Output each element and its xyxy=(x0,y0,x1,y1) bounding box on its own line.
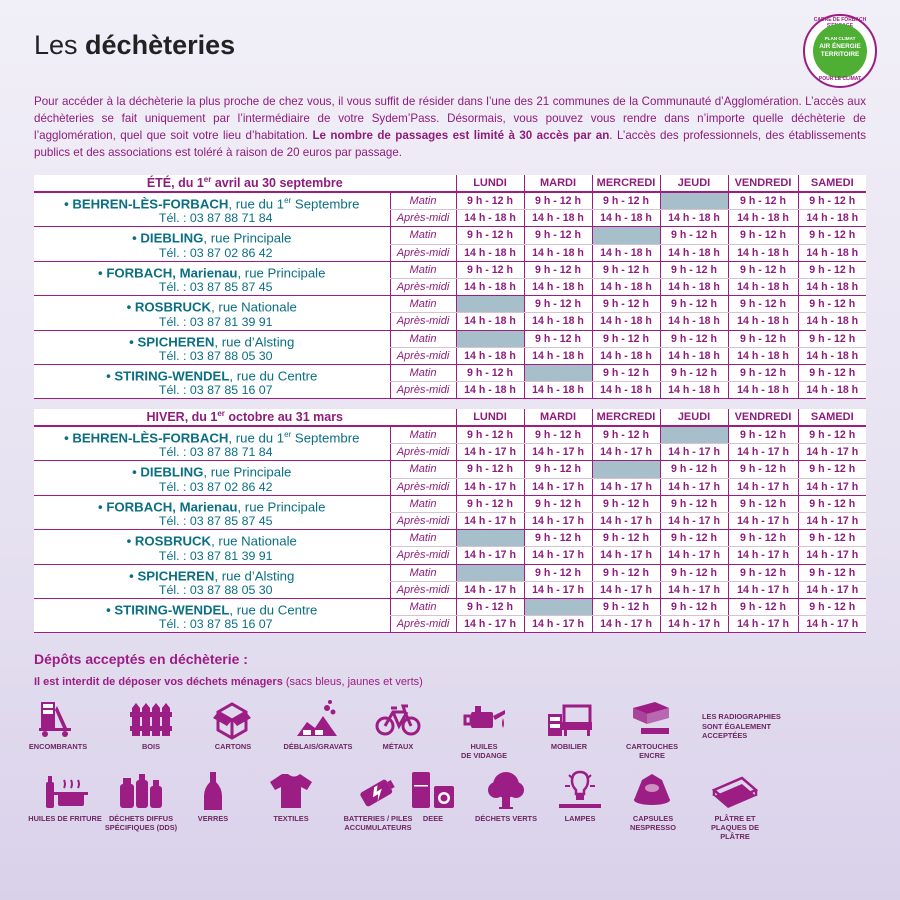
hours-cell: 14 h - 17 h xyxy=(798,547,866,564)
closed-cell xyxy=(456,564,524,581)
hours-cell: 9 h - 12 h xyxy=(798,495,866,512)
hours-cell: 14 h - 17 h xyxy=(524,512,592,529)
hours-cell: 9 h - 12 h xyxy=(728,495,798,512)
hours-cell: 14 h - 17 h xyxy=(660,547,728,564)
depot-label: HUILES DE FRITURE xyxy=(28,814,102,823)
hours-cell: 9 h - 12 h xyxy=(798,192,866,210)
hours-cell: 14 h - 17 h xyxy=(798,616,866,633)
hours-cell: 14 h - 17 h xyxy=(592,478,660,495)
hours-cell: 14 h - 18 h xyxy=(592,382,660,399)
hours-cell: 9 h - 12 h xyxy=(524,564,592,581)
hours-cell: 14 h - 17 h xyxy=(798,444,866,461)
period-label: Matin xyxy=(390,598,456,615)
hours-cell: 9 h - 12 h xyxy=(592,296,660,313)
hours-cell: 14 h - 17 h xyxy=(798,581,866,598)
hours-cell: 9 h - 12 h xyxy=(524,330,592,347)
schedule-row xyxy=(34,461,866,478)
hours-cell: 14 h - 17 h xyxy=(660,478,728,495)
page-title: Les déchèteries xyxy=(34,30,236,60)
depot-item xyxy=(178,770,248,823)
depot-label: DÉBLAIS/GRAVATS xyxy=(283,742,353,751)
period-label: Matin xyxy=(390,330,456,347)
hours-cell: 14 h - 18 h xyxy=(592,244,660,261)
depot-label: HUILES DE VIDANGE xyxy=(461,742,507,760)
box-icon xyxy=(210,698,256,740)
hours-cell: 14 h - 18 h xyxy=(660,382,728,399)
fence-icon xyxy=(128,698,174,740)
fryer-oil-icon xyxy=(42,770,88,812)
hours-cell: 9 h - 12 h xyxy=(660,461,728,478)
depot-item xyxy=(398,770,468,823)
period-label: Après-midi xyxy=(390,616,456,633)
hours-cell: 14 h - 17 h xyxy=(660,444,728,461)
hours-cell: 9 h - 12 h xyxy=(592,330,660,347)
site-info: • DIEBLING, rue Principale Tél. : 03 87 02 86 42 xyxy=(34,461,390,495)
hours-cell: 9 h - 12 h xyxy=(798,426,866,444)
rubble-icon xyxy=(295,698,341,740)
site-info: • FORBACH, Marienau, rue Principale Tél. : 03 87 85 87 45 xyxy=(34,261,390,295)
schedule-row xyxy=(34,227,866,244)
period-label: Matin xyxy=(390,426,456,444)
hours-cell: 14 h - 17 h xyxy=(524,478,592,495)
closed-cell xyxy=(592,227,660,244)
hours-cell: 14 h - 17 h xyxy=(524,444,592,461)
hours-cell: 14 h - 18 h xyxy=(456,313,524,330)
schedule-row xyxy=(34,192,866,210)
schedule-row xyxy=(34,364,866,381)
season-header: HIVER, du 1er octobre au 31 mars xyxy=(34,409,456,426)
hours-cell: 9 h - 12 h xyxy=(456,461,524,478)
hours-cell: 14 h - 17 h xyxy=(728,616,798,633)
hours-cell: 9 h - 12 h xyxy=(728,192,798,210)
hours-cell: 9 h - 12 h xyxy=(798,364,866,381)
hours-cell: 14 h - 17 h xyxy=(728,478,798,495)
hours-cell: 14 h - 17 h xyxy=(728,547,798,564)
depot-label: DÉCHETS VERTS xyxy=(474,814,537,823)
hours-cell: 9 h - 12 h xyxy=(660,530,728,547)
depot-label: MÉTAUX xyxy=(382,742,414,751)
hours-cell: 14 h - 18 h xyxy=(798,313,866,330)
depot-label: CARTOUCHES ENCRE xyxy=(625,742,678,760)
battery-icon xyxy=(355,770,401,812)
hours-cell: 9 h - 12 h xyxy=(456,426,524,444)
hours-cell: 14 h - 18 h xyxy=(728,244,798,261)
day-header-jeudi: JEUDI xyxy=(660,175,728,192)
hours-cell: 14 h - 17 h xyxy=(798,478,866,495)
site-info: • SPICHEREN, rue d’Alsting Tél. : 03 87 88 05 30 xyxy=(34,330,390,364)
depot-label: TEXTILES xyxy=(273,814,309,823)
hours-cell: 9 h - 12 h xyxy=(728,564,798,581)
hours-cell: 9 h - 12 h xyxy=(660,330,728,347)
hours-cell: 9 h - 12 h xyxy=(728,426,798,444)
depot-label: CARTONS xyxy=(214,742,252,751)
lamp-icon xyxy=(557,770,603,812)
ink-cartridge-icon xyxy=(629,698,675,740)
period-label: Matin xyxy=(390,461,456,478)
site-info: • FORBACH, Marienau, rue Principale Tél. : 03 87 85 87 45 xyxy=(34,495,390,529)
site-info: • STIRING-WENDEL, rue du Centre Tél. : 03 87 85 16 07 xyxy=(34,364,390,398)
schedule-row xyxy=(34,530,866,547)
hours-cell: 14 h - 18 h xyxy=(660,210,728,227)
hours-cell: 9 h - 12 h xyxy=(524,261,592,278)
hours-cell: 9 h - 12 h xyxy=(728,227,798,244)
period-label: Après-midi xyxy=(390,581,456,598)
depot-item xyxy=(116,698,186,751)
site-info: • STIRING-WENDEL, rue du Centre Tél. : 03 87 85 16 07 xyxy=(34,598,390,632)
depot-item xyxy=(534,698,604,751)
hours-cell: 9 h - 12 h xyxy=(456,227,524,244)
hours-cell: 9 h - 12 h xyxy=(456,261,524,278)
bed-drawer-icon xyxy=(546,698,592,740)
hours-cell: 14 h - 18 h xyxy=(524,382,592,399)
depot-item xyxy=(471,770,541,823)
hours-cell: 14 h - 18 h xyxy=(798,382,866,399)
hours-cell: 9 h - 12 h xyxy=(660,227,728,244)
hours-cell: 14 h - 18 h xyxy=(456,347,524,364)
period-label: Après-midi xyxy=(390,347,456,364)
depot-label: LAMPES xyxy=(564,814,596,823)
closed-cell xyxy=(456,330,524,347)
day-header-samedi: SAMEDI xyxy=(798,175,866,192)
hours-cell: 14 h - 18 h xyxy=(798,278,866,295)
hours-cell: 14 h - 17 h xyxy=(728,581,798,598)
depot-item xyxy=(198,698,268,751)
hours-cell: 9 h - 12 h xyxy=(456,192,524,210)
day-header-samedi: SAMEDI xyxy=(798,409,866,426)
hours-cell: 14 h - 17 h xyxy=(728,512,798,529)
hours-cell: 14 h - 17 h xyxy=(798,512,866,529)
hours-cell: 9 h - 12 h xyxy=(728,364,798,381)
hours-cell: 9 h - 12 h xyxy=(798,530,866,547)
closed-cell xyxy=(592,461,660,478)
hours-cell: 9 h - 12 h xyxy=(592,564,660,581)
hours-cell: 9 h - 12 h xyxy=(592,598,660,615)
period-label: Matin xyxy=(390,495,456,512)
hours-cell: 9 h - 12 h xyxy=(798,598,866,615)
depot-item xyxy=(449,698,519,760)
hours-cell: 9 h - 12 h xyxy=(592,530,660,547)
hours-cell: 9 h - 12 h xyxy=(660,364,728,381)
site-info: • DIEBLING, rue Principale Tél. : 03 87 02 86 42 xyxy=(34,227,390,261)
glass-bottle-icon xyxy=(190,770,236,812)
hours-cell: 9 h - 12 h xyxy=(456,598,524,615)
appliances-icon xyxy=(410,770,456,812)
hours-cell: 9 h - 12 h xyxy=(728,598,798,615)
hours-cell: 14 h - 18 h xyxy=(592,210,660,227)
period-label: Après-midi xyxy=(390,547,456,564)
hours-cell: 9 h - 12 h xyxy=(798,564,866,581)
hours-cell: 14 h - 18 h xyxy=(660,347,728,364)
depot-label: CAPSULES NESPRESSO xyxy=(629,814,676,832)
hours-cell: 14 h - 18 h xyxy=(728,278,798,295)
site-info: • ROSBRUCK, rue Nationale Tél. : 03 87 81 39 91 xyxy=(34,530,390,564)
day-header-lundi: LUNDI xyxy=(456,175,524,192)
closed-cell xyxy=(524,598,592,615)
hours-cell: 14 h - 17 h xyxy=(456,547,524,564)
hours-cell: 9 h - 12 h xyxy=(798,461,866,478)
hours-cell: 9 h - 12 h xyxy=(798,261,866,278)
hours-cell: 14 h - 17 h xyxy=(660,581,728,598)
hours-cell: 14 h - 17 h xyxy=(592,581,660,598)
site-info: • BEHREN-LÈS-FORBACH, rue du 1er Septembre Tél. : 03 87 88 71 84 xyxy=(34,426,390,461)
hours-cell: 9 h - 12 h xyxy=(592,261,660,278)
site-info: • ROSBRUCK, rue Nationale Tél. : 03 87 81 39 91 xyxy=(34,296,390,330)
depot-label: DÉCHETS DIFFUS SPÉCIFIQUES (DDS) xyxy=(104,814,178,832)
hours-cell: 14 h - 17 h xyxy=(592,547,660,564)
winter-schedule-table xyxy=(34,409,866,633)
hours-cell: 9 h - 12 h xyxy=(728,461,798,478)
day-header-lundi: LUNDI xyxy=(456,409,524,426)
hours-cell: 14 h - 18 h xyxy=(524,278,592,295)
depot-label: BOIS xyxy=(141,742,161,751)
hours-cell: 9 h - 12 h xyxy=(660,296,728,313)
tshirt-icon xyxy=(268,770,314,812)
tree-icon xyxy=(483,770,529,812)
depot-item xyxy=(23,770,107,823)
schedule-row xyxy=(34,426,866,444)
hours-cell: 14 h - 17 h xyxy=(456,478,524,495)
depot-label: ENCOMBRANTS xyxy=(28,742,88,751)
depot-label: BATTERIES / PILES ACCUMULATEURS xyxy=(343,814,413,832)
period-label: Matin xyxy=(390,364,456,381)
hours-cell: 14 h - 18 h xyxy=(798,347,866,364)
schedule-row xyxy=(34,564,866,581)
hours-cell: 9 h - 12 h xyxy=(592,495,660,512)
hours-cell: 9 h - 12 h xyxy=(592,192,660,210)
period-label: Matin xyxy=(390,296,456,313)
day-header-vendredi: VENDREDI xyxy=(728,409,798,426)
hours-cell: 9 h - 12 h xyxy=(524,495,592,512)
hours-cell: 14 h - 18 h xyxy=(524,347,592,364)
oil-can-icon xyxy=(461,698,507,740)
depot-item xyxy=(256,770,326,823)
closed-cell xyxy=(660,192,728,210)
depot-item xyxy=(617,698,687,760)
period-label: Après-midi xyxy=(390,313,456,330)
site-info: • SPICHEREN, rue d’Alsting Tél. : 03 87 88 05 30 xyxy=(34,564,390,598)
hours-cell: 14 h - 17 h xyxy=(456,581,524,598)
hours-cell: 14 h - 17 h xyxy=(456,512,524,529)
season-header: ÉTÉ, du 1er avril au 30 septembre xyxy=(34,175,456,192)
period-label: Après-midi xyxy=(390,210,456,227)
plaster-icon xyxy=(712,770,758,812)
period-label: Après-midi xyxy=(390,382,456,399)
hours-cell: 9 h - 12 h xyxy=(798,330,866,347)
schedule-row xyxy=(34,598,866,615)
hours-cell: 14 h - 18 h xyxy=(456,382,524,399)
closed-cell xyxy=(456,530,524,547)
depot-label: PLÂTRE ET PLAQUES DE PLÂTRE xyxy=(710,814,760,841)
depot-item xyxy=(101,770,181,832)
hours-cell: 9 h - 12 h xyxy=(660,495,728,512)
hours-cell: 14 h - 18 h xyxy=(524,313,592,330)
hours-cell: 9 h - 12 h xyxy=(592,364,660,381)
site-info: • BEHREN-LÈS-FORBACH, rue du 1er Septembre Tél. : 03 87 88 71 84 xyxy=(34,192,390,227)
hours-cell: 9 h - 12 h xyxy=(660,564,728,581)
hours-cell: 14 h - 17 h xyxy=(660,512,728,529)
plan-climat-logo: CADRE DE FORBACH PLAN CLIMAT AIR ÉNERGIE TERRITOIRE POUR LE CLIMAT xyxy=(803,14,877,88)
hours-cell: 14 h - 18 h xyxy=(728,313,798,330)
depot-label: DEEE xyxy=(422,814,444,823)
hours-cell: 9 h - 12 h xyxy=(456,364,524,381)
depot-item xyxy=(23,698,93,751)
chemical-bottles-icon xyxy=(118,770,164,812)
depot-item xyxy=(363,698,433,751)
hours-cell: 14 h - 17 h xyxy=(660,616,728,633)
hours-cell: 14 h - 18 h xyxy=(524,244,592,261)
forbidden-notice: Il est interdit de déposer vos déchets ménagers (sacs bleus, jaunes et verts) xyxy=(34,676,423,688)
depot-item xyxy=(618,770,688,832)
hours-cell: 9 h - 12 h xyxy=(524,227,592,244)
hours-cell: 14 h - 18 h xyxy=(456,210,524,227)
depot-label: MOBILIER xyxy=(550,742,588,751)
hours-cell: 9 h - 12 h xyxy=(798,296,866,313)
hours-cell: 14 h - 17 h xyxy=(592,512,660,529)
hours-cell: 9 h - 12 h xyxy=(592,426,660,444)
hours-cell: 14 h - 18 h xyxy=(798,244,866,261)
summer-schedule-table xyxy=(34,175,866,399)
hours-cell: 14 h - 18 h xyxy=(798,210,866,227)
day-header-jeudi: JEUDI xyxy=(660,409,728,426)
hours-cell: 14 h - 17 h xyxy=(524,547,592,564)
depot-label: VERRES xyxy=(197,814,229,823)
hours-cell: 14 h - 18 h xyxy=(456,278,524,295)
hours-cell: 14 h - 18 h xyxy=(728,210,798,227)
hours-cell: 9 h - 12 h xyxy=(524,461,592,478)
hours-cell: 9 h - 12 h xyxy=(660,261,728,278)
hours-cell: 14 h - 17 h xyxy=(524,581,592,598)
hours-cell: 9 h - 12 h xyxy=(524,530,592,547)
period-label: Après-midi xyxy=(390,444,456,461)
period-label: Matin xyxy=(390,192,456,210)
depot-item xyxy=(700,770,770,841)
hours-cell: 14 h - 17 h xyxy=(592,616,660,633)
hours-cell: 9 h - 12 h xyxy=(660,598,728,615)
capsule-icon xyxy=(630,770,676,812)
hours-cell: 14 h - 18 h xyxy=(660,278,728,295)
hours-cell: 9 h - 12 h xyxy=(728,330,798,347)
hours-cell: 14 h - 17 h xyxy=(456,616,524,633)
hours-cell: 9 h - 12 h xyxy=(524,192,592,210)
bicycle-icon xyxy=(375,698,421,740)
day-header-mercredi: MERCREDI xyxy=(592,175,660,192)
depots-title: Dépôts acceptés en déchèterie : xyxy=(34,651,248,667)
closed-cell xyxy=(524,364,592,381)
hours-cell: 9 h - 12 h xyxy=(524,296,592,313)
intro-paragraph: Pour accéder à la déchèterie la plus proche de chez vous, il vous suffit de résider dans l’une des 21 communes de la Communauté d’Agglomération. L’accès aux déchèteries se fait uniquement par l’intermédiaire de votre Sydem’Pass. Désormais, vous pouvez vous rendre dans n’importe quelle déchèterie de l’agglomération, quel que soit votre lieu d’habitation. Le nombre de passages est limité à 30 accès par an. L’accès des professionnels, des établissements publics et des associations est toléré à raison de 20 euros par passage. xyxy=(34,95,866,159)
day-header-mercredi: MERCREDI xyxy=(592,409,660,426)
day-header-vendredi: VENDREDI xyxy=(728,175,798,192)
closed-cell xyxy=(456,296,524,313)
day-header-mardi: MARDI xyxy=(524,175,592,192)
schedule-row xyxy=(34,261,866,278)
hours-cell: 14 h - 18 h xyxy=(728,347,798,364)
period-label: Après-midi xyxy=(390,512,456,529)
period-label: Matin xyxy=(390,530,456,547)
closed-cell xyxy=(660,426,728,444)
period-label: Matin xyxy=(390,227,456,244)
period-label: Matin xyxy=(390,564,456,581)
period-label: Matin xyxy=(390,261,456,278)
period-label: Après-midi xyxy=(390,478,456,495)
radiographs-note: LES RADIOGRAPHIES SONT ÉGALEMENT ACCEPTÉES xyxy=(702,712,781,740)
schedule-row xyxy=(34,495,866,512)
hours-cell: 14 h - 18 h xyxy=(728,382,798,399)
hours-cell: 14 h - 17 h xyxy=(456,444,524,461)
hours-cell: 9 h - 12 h xyxy=(728,261,798,278)
furniture-cart-icon xyxy=(35,698,81,740)
hours-cell: 14 h - 17 h xyxy=(524,616,592,633)
hours-cell: 14 h - 18 h xyxy=(592,313,660,330)
hours-cell: 9 h - 12 h xyxy=(728,296,798,313)
depot-item xyxy=(545,770,615,823)
hours-cell: 9 h - 12 h xyxy=(456,495,524,512)
hours-cell: 14 h - 18 h xyxy=(592,278,660,295)
hours-cell: 14 h - 18 h xyxy=(592,347,660,364)
hours-cell: 9 h - 12 h xyxy=(798,227,866,244)
hours-cell: 14 h - 18 h xyxy=(456,244,524,261)
day-header-mardi: MARDI xyxy=(524,409,592,426)
period-label: Après-midi xyxy=(390,278,456,295)
hours-cell: 9 h - 12 h xyxy=(728,530,798,547)
hours-cell: 14 h - 18 h xyxy=(660,313,728,330)
hours-cell: 14 h - 17 h xyxy=(728,444,798,461)
schedule-row xyxy=(34,330,866,347)
depot-item xyxy=(283,698,353,751)
hours-cell: 14 h - 18 h xyxy=(524,210,592,227)
period-label: Après-midi xyxy=(390,244,456,261)
hours-cell: 14 h - 17 h xyxy=(592,444,660,461)
schedule-row xyxy=(34,296,866,313)
hours-cell: 9 h - 12 h xyxy=(524,426,592,444)
hours-cell: 14 h - 18 h xyxy=(660,244,728,261)
